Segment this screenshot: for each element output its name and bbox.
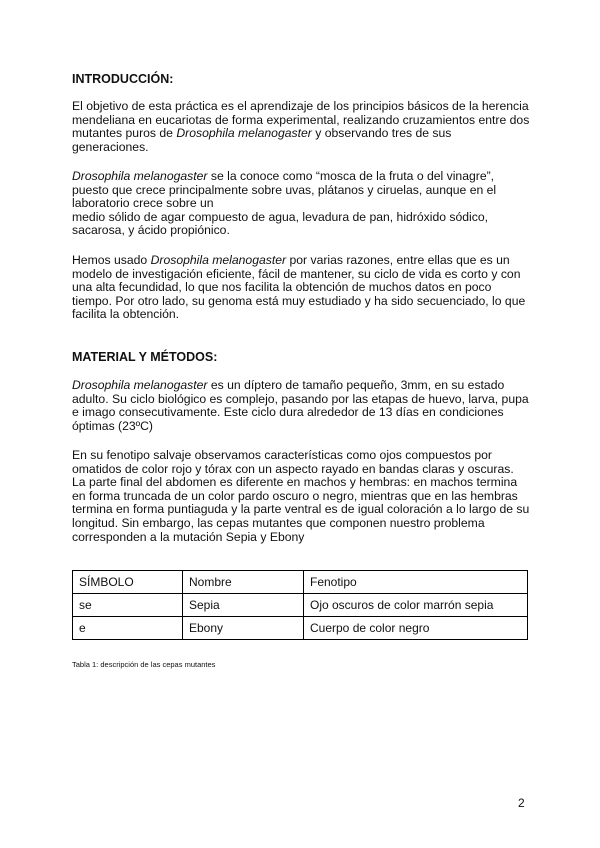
text-line: una alta fecundidad, lo que nos facilita la obtención de muchos datos en poco (72, 280, 492, 295)
methods-heading: MATERIAL Y MÉTODOS: (72, 350, 218, 364)
intro-paragraph-3 (72, 254, 532, 322)
text-segment: y observando tres de sus (311, 126, 452, 141)
mutant-strains-table (72, 570, 528, 640)
intro-paragraph-1 (72, 100, 532, 154)
table-cell: SÍMBOLO (73, 571, 183, 594)
table-row (73, 617, 528, 640)
table-cell: Cuerpo de color negro (304, 617, 528, 640)
text-line (72, 170, 532, 184)
table-cell: Fenotipo (304, 571, 528, 594)
text-segment: por varias razones, entre ellas que es un (286, 253, 510, 267)
text-line: termina en forma puntiaguda y la parte ventral es de igual coloración a lo largo de su (72, 502, 530, 517)
text-line (72, 379, 532, 393)
text-line: En su fenotipo salvaje observamos características como ojos compuestos por (72, 448, 492, 462)
text-line: óptimas (23ºC) (72, 418, 153, 433)
text-line: La parte final del abdomen es diferente en machos y hembras: en machos termina (72, 475, 518, 490)
text-line: tiempo. Por otro lado, su genoma está muy estudiado y ha sido secuenciado, lo que (72, 293, 526, 308)
text-segment: Hemos usado (72, 253, 151, 267)
text-line: omatidos de color rojo y tórax con un aspecto rayado en bandas claras y oscuras. (72, 461, 514, 476)
table-cell: Ojo oscuros de color marrón sepia (304, 594, 528, 617)
text-segment: es un díptero de tamaño pequeño, 3mm, en su estado (207, 378, 505, 392)
methods-paragraph-1 (72, 379, 532, 433)
methods-paragraph-2 (72, 449, 532, 544)
text-line: en forma truncada de un color pardo oscuro o negro, mientras que en las hembras (72, 488, 518, 503)
intro-paragraph-2 (72, 170, 532, 238)
species-name: Drosophila melanogaster (150, 253, 287, 267)
text-line: corresponden a la mutación Sepia y Ebony (72, 529, 305, 544)
text-line: mendeliana en eucariotas de forma experimental, realizando cruzamientos entre dos (72, 112, 530, 127)
table-caption: Tabla 1: descripción de las cepas mutantes (72, 660, 216, 669)
text-line: modelo de investigación eficiente, fácil de mantener, su ciclo de vida es corto y con (72, 266, 521, 281)
text-line: puesto que crece principalmente sobre uvas, plátanos y ciruelas, aunque en el (72, 182, 497, 197)
text-segment: se la conoce como “mosca de la fruta o del vinagre”, (207, 169, 495, 183)
text-line: medio sólido de agar compuesto de agua, levadura de pan, hidróxido sódico, (72, 209, 489, 224)
table-header-row (73, 571, 528, 594)
text-line: El objetivo de esta práctica es el aprendizaje de los principios básicos de la herencia (72, 99, 529, 113)
table-cell: Nombre (183, 571, 304, 594)
text-line: facilita la obtención. (72, 307, 180, 322)
species-name: Drosophila melanogaster (176, 126, 312, 141)
page-number: 2 (518, 796, 525, 810)
table-row (73, 594, 528, 617)
text-segment: mutantes puros de (72, 126, 177, 141)
text-line: laboratorio crece sobre un (72, 196, 214, 211)
table-cell: se (73, 594, 183, 617)
text-line: e imago consecutivamente. Este ciclo dura alrededor de 13 días en condiciones (72, 405, 504, 420)
text-line: adulto. Su ciclo biológico es complejo, pasando por las etapas de huevo, larva, pupa (72, 391, 529, 406)
table-cell: e (73, 617, 183, 640)
species-name: Drosophila melanogaster (72, 169, 208, 183)
text-line (72, 127, 532, 141)
species-name: Drosophila melanogaster (72, 378, 208, 392)
text-line: longitud. Sin embargo, las cepas mutantes que componen nuestro problema (72, 515, 485, 530)
intro-heading: INTRODUCCIÓN: (72, 72, 174, 86)
text-line (72, 254, 532, 268)
table-cell: Sepia (183, 594, 304, 617)
table-cell: Ebony (183, 617, 304, 640)
text-line: generaciones. (72, 139, 149, 154)
text-line: sacarosa, y ácido propiónico. (72, 223, 230, 238)
